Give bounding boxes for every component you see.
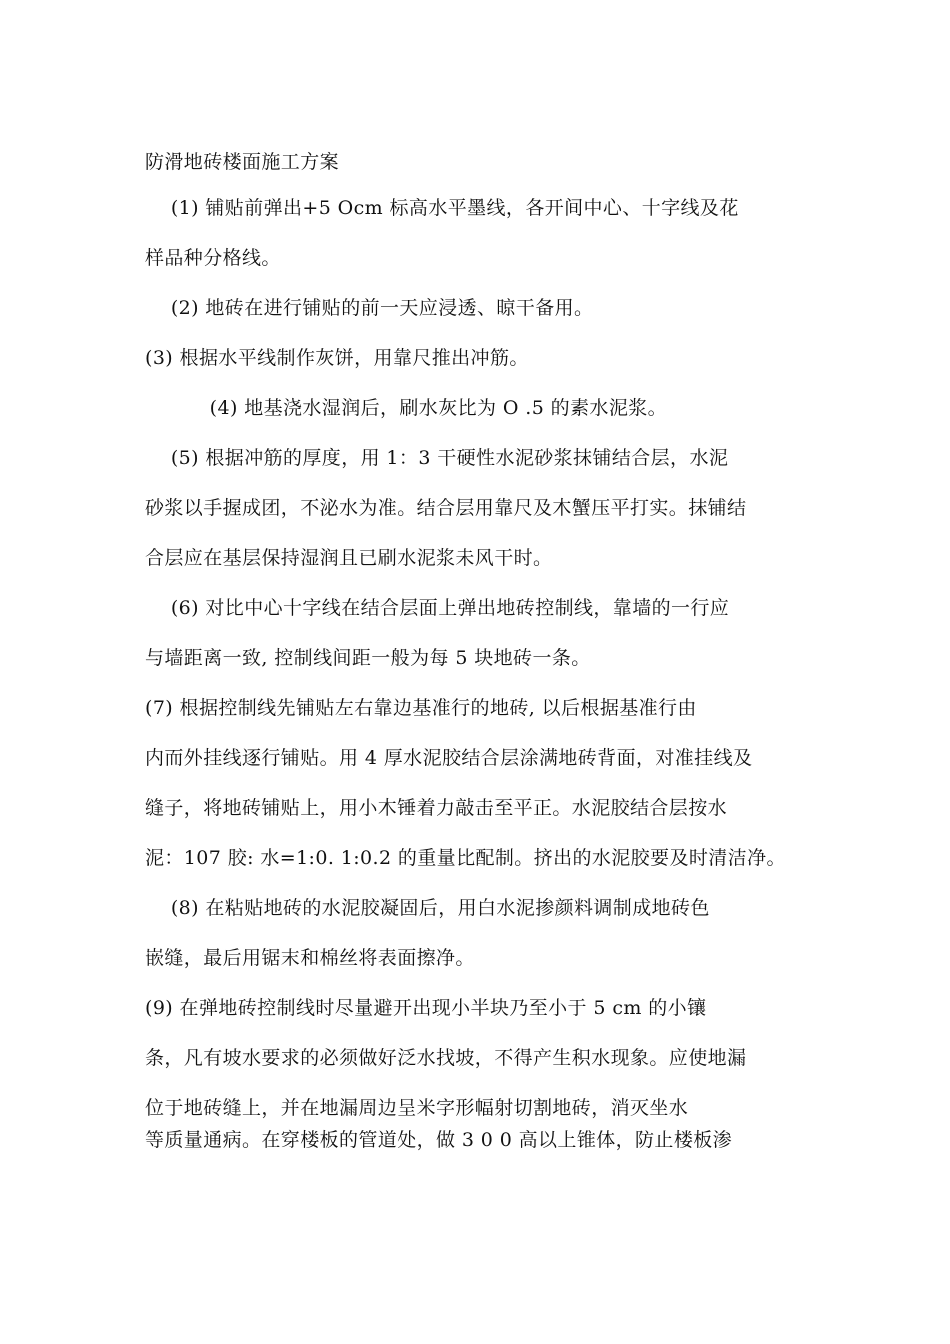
document-title: 防滑地砖楼面施工方案 xyxy=(145,151,340,173)
paragraph-line: 与墙距离一致, 控制线间距一般为每 5 块地砖一条。 xyxy=(145,647,591,669)
paragraph-line: (3) 根据水平线制作灰饼，用靠尺推出冲筋。 xyxy=(145,347,529,369)
paragraph-line: 样品种分格线。 xyxy=(145,247,281,269)
paragraph-line: (1) 铺贴前弹出+5 Ocm 标高水平墨线，各开间中心、十字线及花 xyxy=(145,197,739,219)
paragraph-line: (4) 地基浇水湿润后，刷水灰比为 O .5 的素水泥浆。 xyxy=(145,397,668,419)
paragraph-line: 合层应在基层保持湿润且已刷水泥浆未风干时。 xyxy=(145,547,553,569)
paragraph-line: 嵌缝，最后用锯末和棉丝将表面擦净。 xyxy=(145,947,475,969)
paragraph-line: 缝子，将地砖铺贴上，用小木锤着力敲击至平正。水泥胶结合层按水 xyxy=(145,797,728,819)
paragraph-line: 内而外挂线逐行铺贴。用 4 厚水泥胶结合层涂满地砖背面，对准挂线及 xyxy=(145,747,753,769)
paragraph-line: (2) 地砖在进行铺贴的前一天应浸透、晾干备用。 xyxy=(145,297,594,319)
paragraph-line: (6) 对比中心十字线在结合层面上弹出地砖控制线，靠墙的一行应 xyxy=(145,597,730,619)
paragraph-line: 位于地砖缝上，并在地漏周边呈米字形幅射切割地砖，消灭坐水 xyxy=(145,1097,689,1119)
paragraph-line: (8) 在粘贴地砖的水泥胶凝固后，用白水泥掺颜料调制成地砖色 xyxy=(145,897,710,919)
paragraph-line: 砂浆以手握成团，不泌水为准。结合层用靠尺及木蟹压平打实。抹铺结 xyxy=(145,497,747,519)
paragraph-line: 泥：107 胶: 水=1:0. 1:0.2 的重量比配制。挤出的水泥胶要及时清洁净。 xyxy=(145,847,786,869)
paragraph-line: (9) 在弹地砖控制线时尽量避开出现小半块乃至小于 5 cm 的小镶 xyxy=(145,997,707,1019)
paragraph-line: (7) 根据控制线先铺贴左右靠边基准行的地砖, 以后根据基准行由 xyxy=(145,697,697,719)
paragraph-line: 条，凡有坡水要求的必须做好泛水找坡，不得产生积水现象。应使地漏 xyxy=(145,1047,747,1069)
paragraph-line: (5) 根据冲筋的厚度，用 1：3 干硬性水泥砂浆抹铺结合层，水泥 xyxy=(145,447,729,469)
paragraph-line: 等质量通病。在穿楼板的管道处，做 3 0 0 高以上锥体，防止楼板渗 xyxy=(145,1129,733,1151)
